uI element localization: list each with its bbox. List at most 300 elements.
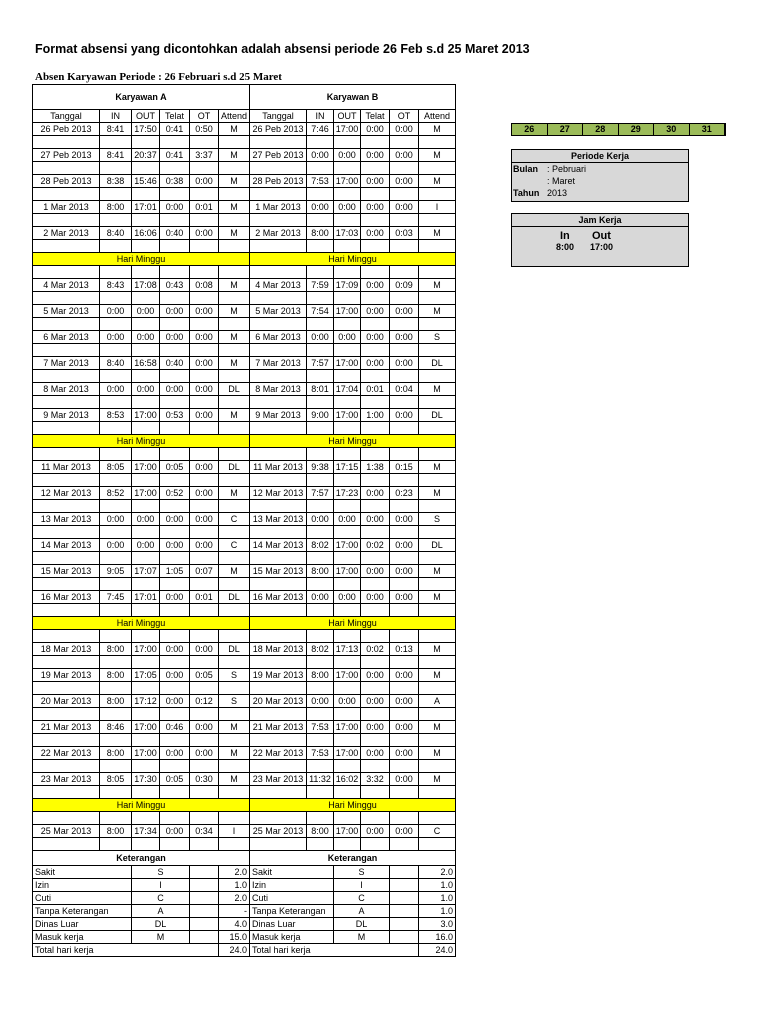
date-cell: 27 Peb 2013: [33, 149, 100, 162]
empty-cell: [390, 266, 419, 279]
table-cell: 9:38: [307, 461, 334, 474]
empty-cell: [419, 266, 456, 279]
bulan-value-2: : Maret: [547, 176, 576, 186]
table-cell: 0:00: [361, 669, 390, 682]
empty-cell: [307, 396, 334, 409]
empty-cell: [250, 500, 307, 513]
spacer-row: [33, 214, 456, 227]
table-cell: 17:01: [132, 591, 160, 604]
table-cell: 0:00: [361, 279, 390, 292]
empty-cell: [132, 526, 160, 539]
empty-cell: [250, 526, 307, 539]
empty-cell: [132, 786, 160, 799]
keterangan-row: [33, 905, 456, 918]
empty-cell: [100, 578, 132, 591]
empty-cell: [250, 422, 307, 435]
empty-cell: [334, 838, 361, 851]
empty-cell: [33, 630, 100, 643]
empty-cell: [419, 318, 456, 331]
empty-cell: [250, 578, 307, 591]
table-cell: 0:00: [390, 721, 419, 734]
table-row: [33, 227, 456, 240]
table-row: [33, 461, 456, 474]
holiday-label: Hari Minggu: [250, 617, 456, 630]
table-row: [33, 357, 456, 370]
table-cell: M: [219, 279, 250, 292]
empty-cell: [33, 838, 100, 851]
empty-cell: [190, 526, 219, 539]
spacer-row: [33, 760, 456, 773]
day-strip-item: 28: [583, 124, 619, 135]
empty-cell: [334, 422, 361, 435]
empty-cell: [219, 422, 250, 435]
table-cell: 0:00: [307, 695, 334, 708]
table-cell: 0:00: [390, 747, 419, 760]
table-cell: 0:00: [160, 747, 190, 760]
empty-cell: [390, 812, 419, 825]
empty-cell: [132, 422, 160, 435]
empty-cell: [390, 188, 419, 201]
empty-cell: [33, 474, 100, 487]
empty-cell: [33, 500, 100, 513]
keterangan-count: 3.0: [419, 918, 456, 931]
empty-cell: [361, 396, 390, 409]
empty-cell: [100, 136, 132, 149]
table-cell: 8:00: [100, 747, 132, 760]
keterangan-header-row: [33, 851, 456, 866]
table-cell: 0:00: [190, 721, 219, 734]
keterangan-row: [33, 866, 456, 879]
table-cell: 8:40: [100, 227, 132, 240]
table-cell: I: [419, 201, 456, 214]
table-cell: 3:32: [361, 773, 390, 786]
table-cell: 16:58: [132, 357, 160, 370]
table-cell: 0:00: [190, 461, 219, 474]
empty-cell: [334, 552, 361, 565]
empty-cell: [160, 708, 190, 721]
table-cell: 0:41: [160, 123, 190, 136]
empty-cell: [361, 734, 390, 747]
empty-cell: [160, 318, 190, 331]
empty-cell: [334, 266, 361, 279]
empty-cell: [33, 448, 100, 461]
empty-cell: [160, 292, 190, 305]
empty-cell: [334, 630, 361, 643]
date-cell: 14 Mar 2013: [33, 539, 100, 552]
table-cell: 0:00: [307, 591, 334, 604]
day-strip: [511, 123, 726, 136]
empty-cell: [33, 812, 100, 825]
holiday-label: Hari Minggu: [33, 799, 250, 812]
table-cell: M: [419, 461, 456, 474]
empty-cell: [307, 630, 334, 643]
out-time: 17:00: [590, 242, 614, 252]
table-cell: 17:07: [132, 565, 160, 578]
table-cell: 0:08: [190, 279, 219, 292]
table-cell: C: [219, 513, 250, 526]
table-cell: 9:00: [307, 409, 334, 422]
table-subtitle: Absen Karyawan Periode : 26 Februari s.d 25 Maret: [35, 71, 282, 83]
table-cell: 17:00: [334, 357, 361, 370]
table-cell: 8:46: [100, 721, 132, 734]
empty-cell: [390, 422, 419, 435]
empty-cell: [160, 500, 190, 513]
table-cell: 1:38: [361, 461, 390, 474]
empty-cell: [132, 240, 160, 253]
keterangan-code: DL: [334, 918, 390, 931]
table-cell: M: [219, 149, 250, 162]
spacer-row: [33, 422, 456, 435]
empty-cell: [307, 838, 334, 851]
date-cell: 7 Mar 2013: [250, 357, 307, 370]
empty-cell: [390, 578, 419, 591]
keterangan-count: 1.0: [219, 879, 250, 892]
table-cell: 0:00: [100, 305, 132, 318]
table-cell: 0:00: [390, 591, 419, 604]
empty-cell: [307, 708, 334, 721]
spacer-row: [33, 474, 456, 487]
empty-cell: [160, 448, 190, 461]
table-row: [33, 123, 456, 136]
spacer-row: [33, 188, 456, 201]
spacer-row: [33, 786, 456, 799]
table-cell: 0:00: [160, 669, 190, 682]
empty-cell: [219, 266, 250, 279]
table-cell: 0:00: [307, 513, 334, 526]
empty-cell: [250, 734, 307, 747]
tahun-label: Tahun: [513, 188, 540, 198]
table-cell: 17:00: [334, 565, 361, 578]
empty-cell: [160, 630, 190, 643]
empty-cell: [419, 604, 456, 617]
table-cell: 7:54: [307, 305, 334, 318]
table-cell: 0:00: [390, 669, 419, 682]
keterangan-label: Izin: [250, 879, 334, 892]
table-cell: 0:00: [100, 331, 132, 344]
spacer-row: [33, 162, 456, 175]
table-cell: 11:32: [307, 773, 334, 786]
empty-cell: [361, 188, 390, 201]
table-cell: 0:38: [160, 175, 190, 188]
empty-cell: [100, 838, 132, 851]
total-count: 24.0: [219, 944, 250, 957]
empty-cell: [419, 162, 456, 175]
table-row: [33, 773, 456, 786]
spacer-row: [33, 734, 456, 747]
keterangan-code: S: [132, 866, 190, 879]
keterangan-label: Cuti: [250, 892, 334, 905]
table-cell: 17:00: [334, 825, 361, 838]
table-row: [33, 383, 456, 396]
empty-cell: [100, 604, 132, 617]
table-row: [33, 591, 456, 604]
keterangan-row: [33, 918, 456, 931]
date-cell: 23 Mar 2013: [33, 773, 100, 786]
empty-cell: [419, 786, 456, 799]
empty-cell: [361, 838, 390, 851]
table-cell: 0:04: [390, 383, 419, 396]
total-count: 24.0: [419, 944, 456, 957]
table-row: [33, 487, 456, 500]
empty-cell: [160, 656, 190, 669]
empty-cell: [419, 214, 456, 227]
table-cell: 17:15: [334, 461, 361, 474]
empty-cell: [419, 838, 456, 851]
empty-cell: [160, 474, 190, 487]
table-cell: 17:04: [334, 383, 361, 396]
date-cell: 6 Mar 2013: [33, 331, 100, 344]
table-cell: 0:15: [390, 461, 419, 474]
date-cell: 16 Mar 2013: [250, 591, 307, 604]
table-row: [33, 721, 456, 734]
table-cell: 0:00: [390, 331, 419, 344]
table-cell: 0:05: [190, 669, 219, 682]
table-cell: 17:13: [334, 643, 361, 656]
empty-cell: [160, 396, 190, 409]
table-cell: 16:06: [132, 227, 160, 240]
empty-cell: [390, 879, 419, 892]
table-cell: 0:00: [190, 539, 219, 552]
table-cell: 0:34: [190, 825, 219, 838]
table-cell: 17:09: [334, 279, 361, 292]
empty-cell: [250, 838, 307, 851]
empty-cell: [307, 448, 334, 461]
empty-cell: [219, 630, 250, 643]
empty-cell: [419, 292, 456, 305]
empty-cell: [160, 214, 190, 227]
empty-cell: [100, 240, 132, 253]
empty-cell: [219, 162, 250, 175]
empty-cell: [361, 448, 390, 461]
table-row: [33, 825, 456, 838]
empty-cell: [307, 656, 334, 669]
empty-cell: [132, 656, 160, 669]
table-cell: 0:00: [160, 331, 190, 344]
table-row: [33, 513, 456, 526]
empty-cell: [334, 162, 361, 175]
empty-cell: [190, 892, 219, 905]
empty-cell: [250, 214, 307, 227]
table-cell: 0:00: [132, 305, 160, 318]
empty-cell: [334, 318, 361, 331]
table-cell: 0:00: [160, 825, 190, 838]
keterangan-label: Masuk kerja: [250, 931, 334, 944]
empty-cell: [361, 136, 390, 149]
empty-cell: [100, 370, 132, 383]
table-cell: 8:00: [100, 201, 132, 214]
employee-b-header: Karyawan B: [250, 85, 456, 110]
table-cell: 17:00: [334, 305, 361, 318]
empty-cell: [390, 838, 419, 851]
keterangan-row: [33, 931, 456, 944]
total-row: [33, 944, 456, 957]
table-cell: 0:01: [361, 383, 390, 396]
table-cell: 0:40: [160, 227, 190, 240]
empty-cell: [419, 240, 456, 253]
table-cell: 0:00: [390, 175, 419, 188]
date-cell: 9 Mar 2013: [33, 409, 100, 422]
table-cell: 17:08: [132, 279, 160, 292]
date-cell: 6 Mar 2013: [250, 331, 307, 344]
table-cell: 8:00: [307, 825, 334, 838]
empty-cell: [307, 162, 334, 175]
empty-cell: [100, 474, 132, 487]
table-cell: M: [419, 487, 456, 500]
empty-cell: [419, 734, 456, 747]
empty-cell: [307, 734, 334, 747]
table-cell: 16:02: [334, 773, 361, 786]
table-cell: 0:01: [190, 201, 219, 214]
empty-cell: [132, 734, 160, 747]
empty-cell: [219, 526, 250, 539]
empty-cell: [100, 214, 132, 227]
empty-cell: [160, 838, 190, 851]
empty-cell: [361, 370, 390, 383]
keterangan-count: -: [219, 905, 250, 918]
column-header: OUT: [334, 110, 361, 123]
empty-cell: [33, 760, 100, 773]
table-cell: DL: [419, 409, 456, 422]
empty-cell: [361, 656, 390, 669]
empty-cell: [334, 370, 361, 383]
empty-cell: [219, 214, 250, 227]
table-cell: 0:00: [307, 149, 334, 162]
spacer-row: [33, 240, 456, 253]
empty-cell: [190, 931, 219, 944]
table-cell: 0:41: [160, 149, 190, 162]
day-strip-item: 27: [548, 124, 584, 135]
empty-cell: [307, 812, 334, 825]
table-cell: 8:00: [307, 669, 334, 682]
keterangan-code: I: [334, 879, 390, 892]
empty-cell: [160, 188, 190, 201]
table-cell: 0:00: [160, 383, 190, 396]
empty-cell: [250, 682, 307, 695]
date-cell: 21 Mar 2013: [33, 721, 100, 734]
jam-kerja-title: Jam Kerja: [512, 214, 688, 227]
table-cell: M: [419, 591, 456, 604]
empty-cell: [250, 162, 307, 175]
empty-cell: [390, 448, 419, 461]
empty-cell: [33, 240, 100, 253]
table-cell: 15:46: [132, 175, 160, 188]
table-cell: A: [419, 695, 456, 708]
empty-cell: [250, 448, 307, 461]
table-cell: 0:05: [160, 773, 190, 786]
date-cell: 11 Mar 2013: [250, 461, 307, 474]
empty-cell: [33, 422, 100, 435]
empty-cell: [307, 292, 334, 305]
date-cell: 1 Mar 2013: [33, 201, 100, 214]
empty-cell: [250, 136, 307, 149]
empty-cell: [100, 812, 132, 825]
table-cell: 0:00: [361, 591, 390, 604]
table-cell: 0:00: [334, 149, 361, 162]
table-cell: 17:03: [334, 227, 361, 240]
empty-cell: [250, 396, 307, 409]
table-cell: 7:45: [100, 591, 132, 604]
empty-cell: [190, 240, 219, 253]
empty-cell: [419, 422, 456, 435]
table-cell: M: [219, 123, 250, 136]
date-cell: 11 Mar 2013: [33, 461, 100, 474]
table-cell: 0:00: [190, 175, 219, 188]
table-cell: 17:00: [132, 487, 160, 500]
table-cell: 0:52: [160, 487, 190, 500]
table-row: [33, 565, 456, 578]
empty-cell: [160, 760, 190, 773]
table-cell: 17:01: [132, 201, 160, 214]
table-cell: 0:00: [361, 175, 390, 188]
empty-cell: [390, 318, 419, 331]
empty-cell: [419, 370, 456, 383]
page-title: Format absensi yang dicontohkan adalah absensi periode 26 Feb s.d 25 Maret 2013: [35, 42, 530, 56]
table-cell: 0:00: [100, 383, 132, 396]
table-row: [33, 305, 456, 318]
empty-cell: [132, 838, 160, 851]
table-cell: 0:00: [361, 201, 390, 214]
empty-cell: [190, 734, 219, 747]
tahun-value: 2013: [547, 188, 568, 198]
table-cell: 0:00: [390, 773, 419, 786]
empty-cell: [307, 188, 334, 201]
date-cell: 2 Mar 2013: [250, 227, 307, 240]
empty-cell: [190, 136, 219, 149]
table-cell: 7:57: [307, 487, 334, 500]
table-cell: 3:37: [190, 149, 219, 162]
holiday-row: [33, 253, 456, 266]
empty-cell: [132, 162, 160, 175]
empty-cell: [33, 292, 100, 305]
spacer-row: [33, 500, 456, 513]
table-cell: 8:40: [100, 357, 132, 370]
empty-cell: [390, 136, 419, 149]
bulan-value-1: : Pebruari: [547, 164, 587, 174]
spacer-row: [33, 292, 456, 305]
keterangan-count: 1.0: [419, 905, 456, 918]
empty-cell: [132, 578, 160, 591]
table-cell: 17:00: [132, 721, 160, 734]
table-cell: 0:00: [160, 695, 190, 708]
empty-cell: [100, 708, 132, 721]
empty-cell: [390, 474, 419, 487]
column-header: Telat: [160, 110, 190, 123]
table-cell: 0:02: [361, 539, 390, 552]
table-cell: 8:00: [100, 643, 132, 656]
date-cell: 27 Peb 2013: [250, 149, 307, 162]
empty-cell: [361, 240, 390, 253]
empty-cell: [334, 760, 361, 773]
date-cell: 28 Peb 2013: [33, 175, 100, 188]
table-cell: S: [219, 695, 250, 708]
empty-cell: [132, 318, 160, 331]
empty-cell: [419, 812, 456, 825]
total-label: Total hari kerja: [33, 944, 219, 957]
empty-cell: [390, 918, 419, 931]
empty-cell: [132, 760, 160, 773]
empty-cell: [160, 812, 190, 825]
empty-cell: [100, 760, 132, 773]
table-cell: 8:02: [307, 643, 334, 656]
table-cell: 8:38: [100, 175, 132, 188]
empty-cell: [33, 734, 100, 747]
empty-cell: [419, 448, 456, 461]
table-cell: M: [419, 227, 456, 240]
table-cell: 0:00: [132, 539, 160, 552]
table-cell: M: [219, 331, 250, 344]
table-row: [33, 149, 456, 162]
table-cell: 7:53: [307, 175, 334, 188]
